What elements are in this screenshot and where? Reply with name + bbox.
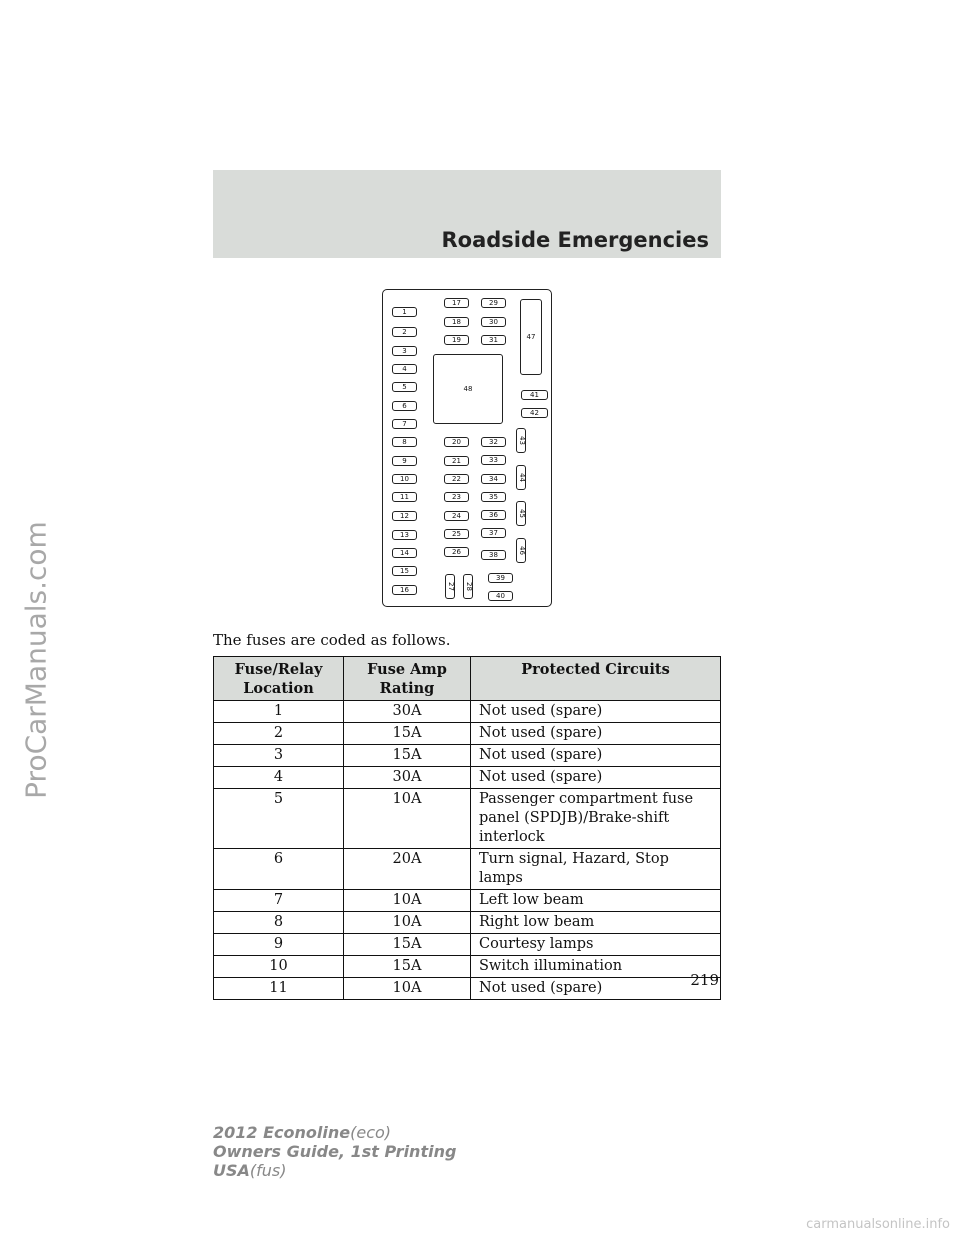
- fuse-19: 19: [444, 335, 469, 345]
- fuse-location: 7: [214, 890, 344, 912]
- fuse-15: 15: [392, 566, 417, 576]
- table-row: [214, 849, 721, 890]
- fuse-14: 14: [392, 548, 417, 558]
- protected-circuits: Turn signal, Hazard, Stop lamps: [471, 849, 721, 890]
- protected-circuits: Passenger compartment fuse panel (SPDJB)/Brake-shift interlock: [471, 789, 721, 849]
- fuse-45: 45: [516, 501, 526, 526]
- fuse-location: 8: [214, 912, 344, 934]
- fuse-location: 6: [214, 849, 344, 890]
- fuse-location: 3: [214, 745, 344, 767]
- fuse-rating: 30A: [344, 767, 471, 789]
- fuse-rating: 30A: [344, 701, 471, 723]
- protected-circuits: Switch illumination: [471, 956, 721, 978]
- fuse-17: 17: [444, 298, 469, 308]
- fuse-20: 20: [444, 437, 469, 447]
- fuse-22: 22: [444, 474, 469, 484]
- side-watermark: [6, 510, 66, 810]
- table-row: [214, 978, 721, 1000]
- protected-circuits: Not used (spare): [471, 723, 721, 745]
- fuse-23: 23: [444, 492, 469, 502]
- fuse-30: 30: [481, 317, 506, 327]
- fuse-rating: 15A: [344, 745, 471, 767]
- fuse-40: 40: [488, 591, 513, 601]
- fuse-32: 32: [481, 437, 506, 447]
- fuse-42: 42: [521, 408, 548, 418]
- fuse-panel-diagram: [382, 289, 552, 607]
- fuse-location: 11: [214, 978, 344, 1000]
- fuse-39: 39: [488, 573, 513, 583]
- fuse-location: 1: [214, 701, 344, 723]
- fuse-location: 5: [214, 789, 344, 849]
- fuse-1: 1: [392, 307, 417, 317]
- fuse-3: 3: [392, 346, 417, 356]
- fuse-46: 46: [516, 538, 526, 563]
- table-header-row: [214, 657, 721, 701]
- fuse-35: 35: [481, 492, 506, 502]
- fuse-rating: 15A: [344, 956, 471, 978]
- fuse-16: 16: [392, 585, 417, 595]
- fuse-36: 36: [481, 510, 506, 520]
- fuse-31: 31: [481, 335, 506, 345]
- footer-model-code: (eco): [350, 1123, 392, 1142]
- table-row: [214, 912, 721, 934]
- table-row: [214, 767, 721, 789]
- fuse-27: 27: [445, 574, 455, 599]
- fuse-location: 9: [214, 934, 344, 956]
- fuse-33: 33: [481, 455, 506, 465]
- fuse-7: 7: [392, 419, 417, 429]
- fuse-21: 21: [444, 456, 469, 466]
- fuse-44: 44: [516, 465, 526, 490]
- fuse-38: 38: [481, 550, 506, 560]
- fuse-table: [213, 656, 721, 1000]
- fuse-10: 10: [392, 474, 417, 484]
- fuse-13: 13: [392, 530, 417, 540]
- fuse-12: 12: [392, 511, 417, 521]
- bottom-watermark: carmanualsonline.info: [806, 1217, 950, 1232]
- intro-text: The fuses are coded as follows.: [213, 631, 451, 649]
- fuse-6: 6: [392, 401, 417, 411]
- fuse-24: 24: [444, 511, 469, 521]
- fuse-37: 37: [481, 528, 506, 538]
- side-watermark-text: ProCarManuals.com: [19, 521, 53, 799]
- fuse-rating: 10A: [344, 978, 471, 1000]
- table-row: [214, 890, 721, 912]
- fuse-43: 43: [516, 428, 526, 453]
- footer-line-market: [213, 1161, 456, 1180]
- footer-line-guide: [213, 1142, 456, 1161]
- column-header-rating: Fuse Amp Rating: [344, 657, 471, 701]
- footer-line-model: [213, 1123, 456, 1142]
- fuse-location: 2: [214, 723, 344, 745]
- footer-market-code: (fus): [249, 1161, 287, 1180]
- relay-47: 47: [520, 299, 542, 375]
- fuse-8: 8: [392, 437, 417, 447]
- fuse-25: 25: [444, 529, 469, 539]
- table-row: [214, 701, 721, 723]
- fuse-26: 26: [444, 547, 469, 557]
- protected-circuits: Courtesy lamps: [471, 934, 721, 956]
- fuse-29: 29: [481, 298, 506, 308]
- section-header: [213, 170, 721, 258]
- table-row: [214, 723, 721, 745]
- fuse-18: 18: [444, 317, 469, 327]
- fuse-rating: 15A: [344, 723, 471, 745]
- fuse-4: 4: [392, 364, 417, 374]
- fuse-location: 10: [214, 956, 344, 978]
- relay-48: 48: [433, 354, 503, 424]
- table-row: [214, 745, 721, 767]
- fuse-location: 4: [214, 767, 344, 789]
- section-title: Roadside Emergencies: [441, 228, 709, 252]
- protected-circuits: Not used (spare): [471, 701, 721, 723]
- fuse-rating: 10A: [344, 789, 471, 849]
- fuse-34: 34: [481, 474, 506, 484]
- fuse-5: 5: [392, 382, 417, 392]
- protected-circuits: Left low beam: [471, 890, 721, 912]
- fuse-41: 41: [521, 390, 548, 400]
- protected-circuits: Not used (spare): [471, 767, 721, 789]
- column-header-circuits: Protected Circuits: [471, 657, 721, 701]
- table-row: [214, 956, 721, 978]
- protected-circuits: Right low beam: [471, 912, 721, 934]
- protected-circuits: Not used (spare): [471, 745, 721, 767]
- footer-guide: Owners Guide, 1st Printing: [213, 1142, 457, 1161]
- footer: [213, 1123, 456, 1180]
- protected-circuits: Not used (spare): [471, 978, 721, 1000]
- table-row: [214, 934, 721, 956]
- fuse-11: 11: [392, 492, 417, 502]
- footer-model: 2012 Econoline: [213, 1123, 351, 1142]
- fuse-rating: 10A: [344, 890, 471, 912]
- fuse-rating: 20A: [344, 849, 471, 890]
- column-header-location: Fuse/Relay Location: [214, 657, 344, 701]
- fuse-rating: 10A: [344, 912, 471, 934]
- fuse-2: 2: [392, 327, 417, 337]
- fuse-9: 9: [392, 456, 417, 466]
- footer-market: USA: [213, 1161, 250, 1180]
- page-number: 219: [690, 971, 719, 989]
- table-row: [214, 789, 721, 849]
- fuse-rating: 15A: [344, 934, 471, 956]
- fuse-28: 28: [463, 574, 473, 599]
